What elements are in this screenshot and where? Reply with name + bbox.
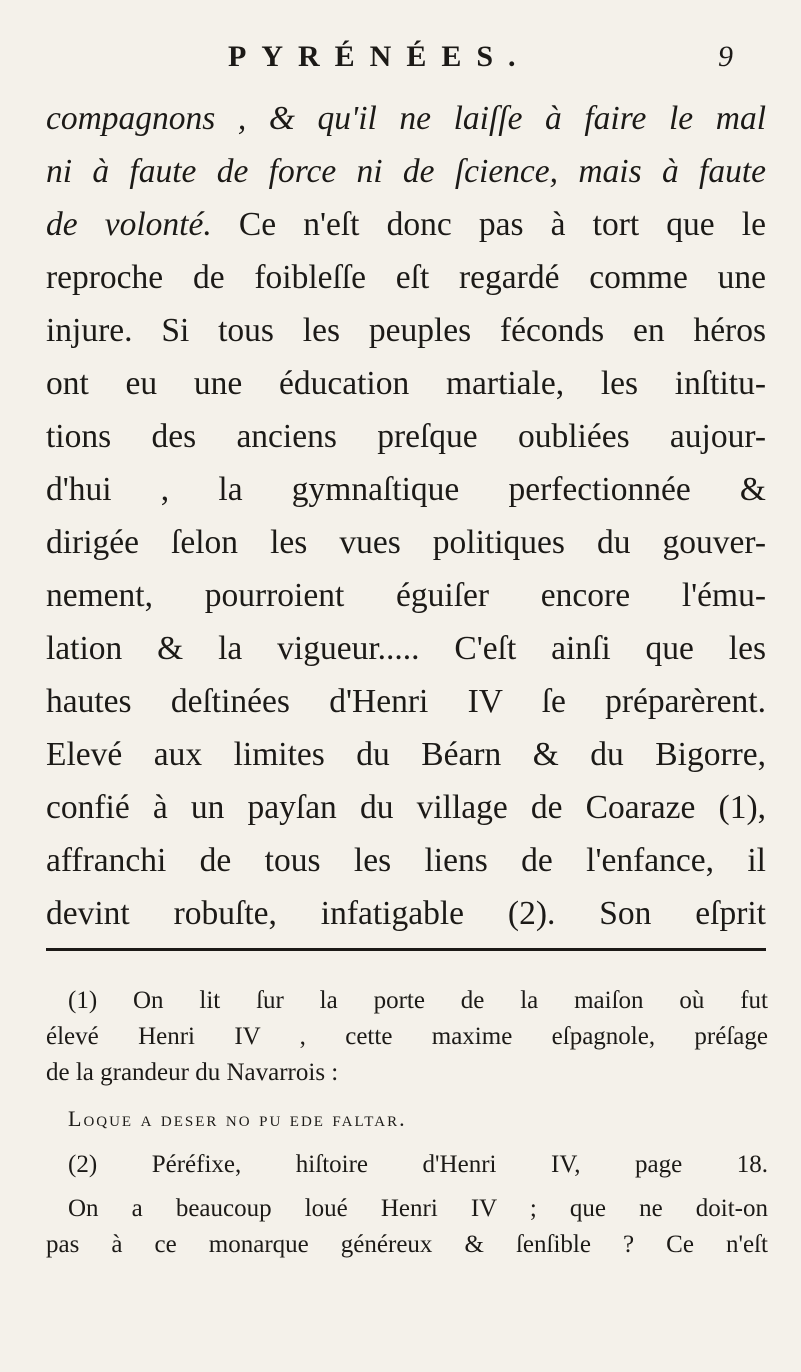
text-line: Elevé aux limites du Béarn & du Bigorre,: [46, 736, 766, 773]
footnotes: [46, 983, 768, 1263]
page-number: 9: [718, 40, 733, 73]
text-segment: Ce n'eſt donc pas à tort que le: [211, 206, 766, 243]
text-line: tions des anciens preſque oubliées aujour-: [46, 418, 766, 455]
footnote-2-line: pas à ce monarque généreux & ſenſible ? Ce n'eſt: [46, 1231, 768, 1258]
text-line: devint robuſte, infatigable (2). Son eſprit: [46, 895, 766, 932]
text-line: confié à un payſan du village de Coaraze (1),: [46, 789, 766, 826]
text-line: ont eu une éducation martiale, les inſtitu-: [46, 365, 766, 402]
footnote-1-line: (1) On lit ſur la porte de la maiſon où fut: [68, 987, 768, 1014]
italic-text: de volonté.: [46, 206, 212, 243]
italic-text: ni à faute de force ni de ſcience, mais à faute: [46, 153, 766, 190]
text-line: lation & la vigueur..... C'eſt ainſi que les: [46, 630, 766, 667]
footnote-divider: [46, 948, 766, 951]
text-line: affranchi de tous les liens de l'enfance, il: [46, 842, 766, 879]
text-line: nement, pourroient éguiſer encore l'ému-: [46, 577, 766, 614]
footnote-1-line: élevé Henri IV , cette maxime eſpagnole, préſage: [46, 1023, 768, 1050]
text-line: [46, 92, 766, 145]
text-line: [46, 145, 766, 198]
text-line: hautes deſtinées d'Henri IV ſe préparèrent.: [46, 683, 766, 720]
text-line: injure. Si tous les peuples féconds en héros: [46, 312, 766, 349]
running-header: [0, 40, 801, 88]
text-line: reproche de foibleſſe eſt regardé comme une: [46, 259, 766, 296]
spanish-maxim: Loque a deser no pu ede faltar.: [68, 1106, 407, 1131]
running-title: PYRÉNÉES.: [228, 40, 531, 73]
text-line: d'hui , la gymnaſtique perfectionnée &: [46, 471, 766, 508]
main-text: [46, 92, 766, 940]
italic-text: compagnons , & qu'il ne laiſſe à faire le mal: [46, 100, 766, 137]
text-line: [46, 198, 766, 251]
footnote-1-line: de la grandeur du Navarrois :: [46, 1059, 339, 1086]
footnote-2-line: (2) Péréfixe, hiſtoire d'Henri IV, page 18.: [68, 1151, 768, 1178]
text-line: dirigée ſelon les vues politiques du gouver-: [46, 524, 766, 561]
footnote-2-line: On a beaucoup loué Henri IV ; que ne doit-on: [68, 1195, 768, 1222]
